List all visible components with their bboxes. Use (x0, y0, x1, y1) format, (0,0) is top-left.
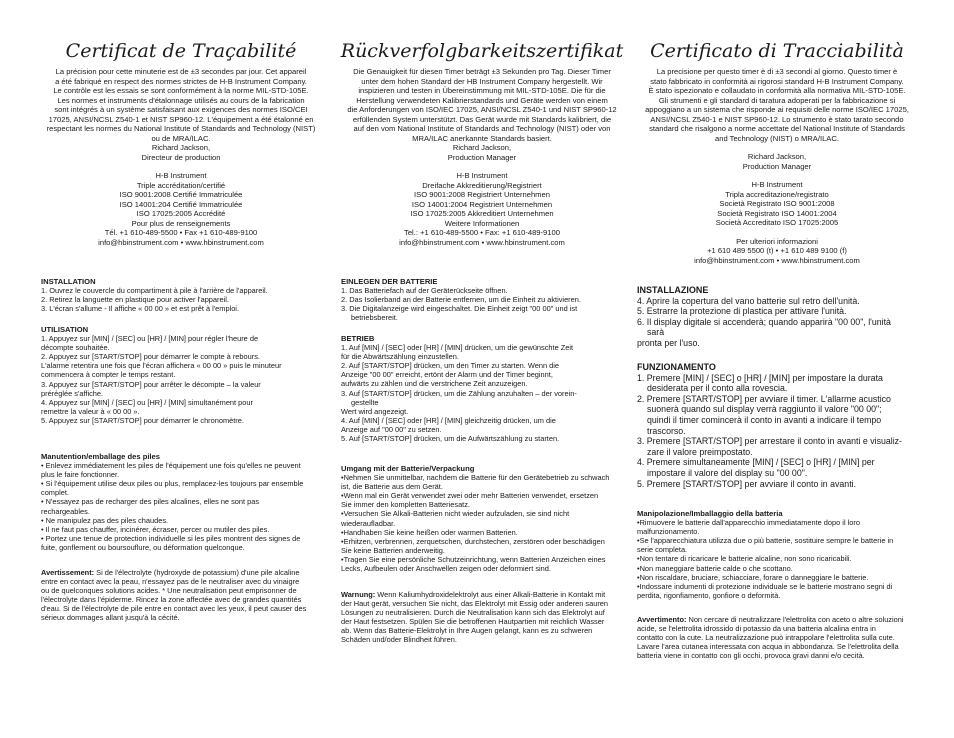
bullet: • Portez une tenue de protection individuelle si les piles montrent des signes de (41, 533, 301, 543)
company-line: ISO 14001:204 Certifié Immatriculée (119, 199, 243, 209)
signer-role: Production Manager (447, 152, 517, 162)
step: 3. Auf [START/STOP] drücken, um die Zählung anzuhalten – der vorein- (341, 388, 577, 398)
cert-line: erfüllenden System unterstützt. Das Gerät wurde mit Standards kalibriert, die (352, 114, 612, 124)
bullet: Sie keine Batterien anderweitig. (341, 545, 445, 555)
warning-text: acide, se l'elettrolita idrossido di potassio da una batteria alcalina entra in (637, 624, 876, 634)
warning-text: d'eau. Si de l'électrolyte de pile entre en contact avec les yeux, il peut causer des (41, 604, 307, 614)
step: 1. Premere [MIN] / [SEC] o [HR] / [MIN] per impostare la durata (637, 372, 883, 383)
company-line: ISO 9001:2008 Certifié Immatriculée (119, 190, 243, 199)
cert-line: La précision pour cette minuterie est de ±3 secondes par jour. Cet appareil (55, 67, 307, 76)
step: 5. Estrarre la protezione di plastica per attivare l'unità. (637, 306, 847, 317)
step: aufwärts zu zählen und die verstrichene Zeit anzuzeigen. (341, 379, 528, 389)
step: 1. Ouvrez le couvercle du compartiment à pile à l'arrière de l'appareil. (41, 286, 268, 296)
cert-line: ANSI/NCSL Z540-1 e NIST SP960-12. Lo strumento è stato tarato secondo (650, 114, 904, 124)
french-battery-handling (41, 452, 326, 552)
warning-label: Warnung: (341, 590, 376, 599)
step: betriebsbereit. (351, 313, 398, 323)
company-line: H-B Instrument (155, 171, 207, 180)
step: zare il valore preimpostato. (647, 446, 753, 457)
step: 3. Premere [START/STOP] per arrestare il conto in avanti e visualiz- (637, 436, 902, 447)
bullet: fuite, gonflement ou boursouflure, ou déformation quelconque. (41, 542, 245, 552)
signer-role: Production Manager (742, 161, 812, 171)
german-installation (341, 277, 628, 322)
warning-label: Avertissement: (41, 568, 95, 577)
company-line: ISO 14001:2004 Registriert Unternehmen (411, 199, 553, 209)
step: 4. Aprire la copertura del vano batterie sul retro dell'unità. (637, 295, 860, 306)
italian-certificate-text (632, 67, 922, 265)
french-utilisation (41, 325, 326, 425)
bullet: serie completa. (637, 545, 688, 555)
section-heading: UTILISATION (41, 325, 89, 334)
bullet: •Indossare indumenti di protezione individuale se le batterie mostrano segni di (637, 581, 893, 591)
bullet: • Si l'équipement utilise deux piles ou plus, remplacez-les toujours par ensemble (41, 479, 304, 489)
step: décompte souhaitée. (41, 343, 110, 353)
contact-web: info@hbinstrument.com • www.hbinstrument.com (399, 237, 565, 247)
cert-line: ou de MRA/ILAC. (151, 133, 211, 143)
italian-title: Certificato di Tracciabilità (650, 40, 904, 62)
cert-line: Gli strumenti e gli standard di taratura adoperati per la fabbricazione si (658, 95, 896, 105)
step: 6. Il display digitale si accenderà; quando apparirà "00 00", l'unità (637, 316, 891, 327)
warning-label: Avvertimento: (637, 615, 687, 624)
bullet: •Handhaben Sie keine heißen oder warmen Batterien. (341, 527, 518, 537)
contact-phone: +1 610 489 5500 (t) • +1 610 489 9100 (f) (707, 246, 847, 255)
contact-phone: Tél. +1 610-489-5500 • Fax +1 610-489-9100 (104, 228, 258, 237)
bullet: complet. (41, 488, 69, 498)
bullet: •Se l'apparecchiatura utilizza due o più batterie, sostituire sempre le batterie in (637, 536, 894, 546)
cert-line: È stato ispezionato e collaudato in conformità alla normativa MIL-STD-105E. (648, 86, 906, 95)
german-betrieb (341, 334, 628, 443)
signer-name: Richard Jackson, (747, 152, 807, 161)
section-heading: BETRIEB (341, 334, 375, 343)
step: für die Abwärtszählung einzustellen. (341, 352, 459, 362)
step: remettre la valeur à « 00 00 ». (41, 406, 140, 416)
company-line: ISO 9001:2008 Registriert Unternehmen (414, 190, 550, 199)
contact-web: info@hbinstrument.com • www.hbinstrument.com (98, 237, 264, 247)
company-line: Tripla accreditazione/registrato (725, 189, 829, 199)
cert-line: MRA/ILAC anerkannte Standards basiert. (412, 133, 552, 143)
warning-text: Schäden und/oder Blindheit führen. (341, 635, 457, 645)
cert-line: Les normes et instruments d'étalonnage utilisés au cours de la fabrication (57, 95, 305, 105)
italian-battery-handling (637, 509, 922, 600)
step: 1. Auf [MIN] / [SEC] oder [HR] / [MIN] drücken, um die gewünschte Zeit (341, 343, 574, 353)
bullet: •Non maneggiare batterie calde o che scottano. (637, 563, 793, 573)
cert-line: inspizieren und testen in Übereinstimmung mit MIL-STD-105E. Die für die (358, 86, 606, 95)
warning-text: contatto con la cute. La neutralizzazione può intrappolare l'elettrolita sulla cute. (637, 633, 895, 643)
warning-text: Lavare l'area cutanea interessata con acqua in abbondanza. Se l'elettrolita della (637, 642, 899, 652)
bullet: • Il ne faut pas chauffer, incinérer, écraser, percer ou mutiler des piles. (41, 524, 270, 534)
warning-text: l'électrolyte dans l'épiderme. Rincez la zone affectée avec de grandes quantités (41, 595, 302, 605)
company-line: Triple accréditation/certifié (136, 180, 226, 190)
bullet: •Tragen Sie eine persönliche Schutzeinrichtung, wenn Batterien Anzeichen eines (341, 554, 606, 564)
cert-line: 17025, ANSI/NCSL Z540-1 et NIST SP960-12. L'équipement a été étalonné en (48, 114, 314, 124)
step: L'alarme retentira une fois que l'écran affichera « 00 00 » puis le minuteur (41, 361, 282, 371)
signer-role: Directeur de production (141, 152, 221, 162)
cert-line: Die Genauigkeit für diesen Timer beträgt ±3 Sekunden pro Tag. Dieser Timer (353, 67, 611, 76)
step: 2. Appuyez sur [START/STOP] pour démarrer le compte à rebours. (41, 352, 260, 362)
section-heading: INSTALLATION (41, 277, 96, 286)
french-installation (41, 277, 326, 313)
company-line: Weitere Informationen (444, 218, 520, 228)
step: suonerà quando sul display verrà raggiunto il valore "00 00"; (647, 404, 882, 415)
step: 4. Premere simultaneamente [MIN] / [SEC] o [HR] / [MIN] per (637, 457, 875, 468)
cert-line: unter dem hohen Standard der HB Instrument Company hergestellt. Wir (361, 76, 603, 86)
bullet: •Non riscaldare, bruciare, schiacciare, forare o danneggiare le batterie. (637, 572, 869, 582)
step: 1. Das Batteriefach auf der Geräterückseite öffnen. (341, 286, 508, 296)
section-heading: EINLEGEN DER BATTERIE (341, 277, 438, 286)
bullet: wiederaufladbar. (341, 518, 396, 528)
bullet: • Ne manipulez pas des piles chaudes. (41, 515, 169, 525)
signer-name: Richard Jackson, (452, 143, 512, 152)
step: 5. Premere [START/STOP] per avviare il conto in avanti. (637, 478, 857, 489)
signer-name: Richard Jackson, (151, 143, 211, 152)
french-warning (41, 568, 326, 623)
step: 2. Retirez la languette en plastique pour activer l'appareil. (41, 295, 229, 305)
step: desiderata per il conto alla rovescia. (647, 383, 788, 394)
step: commencera à compter le temps restant. (41, 370, 176, 380)
bullet: •Rimuovere le batterie dall'apparecchio immediatamente dopo il loro (637, 518, 860, 528)
section-heading: Manutention/emballage des piles (41, 452, 160, 461)
cert-line: La precisione per questo timer è di ±3 secondi al giorno. Questo timer è (656, 67, 898, 76)
step: 3. Appuyez sur [START/STOP] pour arrêter le décompte – la valeur (41, 379, 261, 389)
company-line: Società Registrato ISO 9001:2008 (719, 199, 835, 208)
cert-line: stato fabbricato in conformità ai rigorosi standard H-B Instrument Company. (650, 76, 904, 86)
warning-text: Wenn Kaliumhydroxidelektrolyt aus einer Alkali-Batterie in Kontakt mit (375, 590, 606, 599)
step: Anzeige "00 00" erreicht, ertönt der Alarm und der Timer beginnt, (341, 370, 553, 380)
step: préréglée s'affiche. (41, 388, 104, 398)
step: 5. Auf [START/STOP] drücken, um die Aufwärtszählung zu starten. (341, 434, 560, 444)
warning-text: Non cercare di neutralizzare l'elettrolita con aceto o altre soluzioni (686, 615, 904, 624)
cert-line: die Anforderungen von ISO/IEC 17025, ANSI/NCSL Z540-1 und NIST SP960-12 (347, 105, 617, 114)
section-heading: Umgang mit der Batterie/Verpackung (341, 464, 475, 473)
step: gestellte (351, 397, 379, 407)
italian-installazione (637, 285, 922, 349)
warning-text: Si de l'électrolyte (hydroxyde de potassium) d'une pile alcaline (94, 568, 300, 577)
cert-line: respectant les normes du National Institute of Standards and Technology (NIST) (46, 124, 316, 133)
bullet: • N'essayez pas de recharger des piles alcalines, elles ne sont pas (41, 497, 260, 507)
warning-text: ou de quelconques solutions acides. * Une neutralisation peut emprisonner de (41, 586, 297, 596)
contact-phone: Tel.: +1 610-489-5500 • Fax: +1 610-489-9100 (404, 228, 560, 237)
bullet: •Versuchen Sie Alkali-Batterien nicht wieder aufzuladen, sie sind nicht (341, 509, 570, 519)
cert-line: a été fabriqué en respect des normes strictes de H-B Instrument Company. (55, 76, 307, 86)
section-heading: FUNZIONAMENTO (637, 362, 716, 372)
step: 1. Appuyez sur [MIN] / [SEC] ou [HR] / [MIN] pour régler l'heure de (41, 334, 259, 344)
step: 2. Das Isolierband an der Batterie entfernen, um die Einheit zu aktivieren. (341, 295, 581, 305)
company-line: H-B Instrument (456, 171, 508, 180)
warning-text: der Haut festsetzen. Spülen Sie die betroffenen Hautpartien mit reichlich Wasser (341, 617, 605, 627)
warning-text: Lösungen zu neutralisieren. Durch die Neutralisation kann sich das Elektrolyt auf (341, 608, 605, 618)
bullet: malfunzionamento. (637, 527, 700, 537)
step: quindi il timer comincerà il conto in avanti a indicare il tempo (647, 414, 882, 425)
warning-text: batteria viene in contatto con gli occhi, provoca gravi danni e/o cecità. (637, 651, 865, 661)
french-certificate-text (36, 67, 326, 247)
step: Wert wird angezeigt. (341, 406, 409, 416)
cert-line: appoggiano a un sistema che risponde ai requisiti delle norme ISO/IEC 17025, (645, 105, 909, 114)
step: 5. Appuyez sur [START/STOP] pour démarrer le chronomètre. (41, 415, 244, 425)
contact-line: Per ulteriori informazioni (736, 236, 818, 246)
german-warning (341, 590, 628, 645)
step: 3. Die Digitalanzeige wird eingeschaltet. Die Einheit zeigt "00 00" und ist (341, 304, 578, 314)
step: trascorso. (647, 425, 686, 436)
company-line: Società Accreditato ISO 17025:2005 (715, 218, 839, 227)
section-heading: INSTALLAZIONE (637, 285, 709, 295)
bullet: Lecks, Aufbeulen oder Anschwellen zeigen oder deformiert sind. (341, 564, 551, 574)
bullet: •Nehmen Sie unmittelbar, nachdem die Batterie für den Gerätebetrieb zu schwach (341, 473, 610, 483)
italian-warning (637, 615, 922, 660)
step: 4. Auf [MIN] / [SEC] oder [HR] / [MIN] gleichzeitig drücken, um die (341, 415, 556, 425)
german-title: Rückverfolgbarkeitszertifikat (340, 40, 624, 62)
cert-line: and Technology (NIST) o MRA/ILAC. (715, 133, 839, 143)
bullet: plus le faire fonctionner. (41, 470, 120, 480)
bullet: •Erhitzen, verbrennen, zerquetschen, durchstechen, zerstören oder beschädigen (341, 536, 605, 546)
cert-line: Le contrôle est les essais se sont conformément à la norme MIL-STD-105E. (53, 86, 309, 95)
company-line: ISO 17025:2005 Accrédité (136, 209, 226, 218)
cert-line: Herstellung verwendeten Kalibrierstandards und Geräte werden von einem (356, 95, 608, 105)
bullet: •Non tentare di ricaricare le batterie alcaline, non sono ricaricabili. (637, 554, 852, 564)
german-battery-handling (341, 464, 628, 573)
bullet: • Enlevez immédiatement les piles de l'équipement une fois qu'elles ne peuvent (41, 461, 301, 471)
cert-line: auf den vom National Institute of Standards and Technology (NIST) oder von (353, 124, 611, 133)
warning-text: ab. Wenn das Batterie-Elektrolyt in Ihre Augen gelangt, kann es zu schweren (341, 626, 593, 636)
cert-line: standard che risalgono a norme accettate del National Institute of Standards (649, 124, 905, 133)
warning-text: entre en contact avec la peau, n'essayez pas de le neutraliser avec du vinaigre (41, 577, 300, 587)
step: 2. Auf [START/STOP] drücken, um den Timer zu starten. Wenn die (341, 361, 559, 371)
company-line: H-B Instrument (751, 180, 803, 189)
step: impostare il valore del display su "00 00". (647, 467, 808, 478)
contact-web: info@hbinstrument.com • www.hbinstrument.com (694, 255, 860, 265)
bullet: rechargeables. (41, 506, 90, 516)
bullet: perdita, rigonfiamento, gonfiore o deformità. (637, 590, 781, 600)
company-line: Pour plus de renseignements (131, 218, 231, 228)
bullet: ist, die Batterie aus dem Gerät. (341, 482, 443, 492)
italian-funzionamento (637, 362, 922, 489)
step: 3. L'écran s'allume - Il affiche « 00 00 » et est prêt à l'emploi. (41, 304, 240, 314)
cert-line: sont intégrés à un système satisfaisant aux exigences des normes ISO/CEI (54, 105, 308, 114)
step: Anzeige auf "00 00" zu setzen. (341, 424, 442, 434)
german-certificate-text (336, 67, 628, 247)
company-line: ISO 17025:2005 Akkreditiert Unternehmen (410, 209, 554, 218)
french-title: Certificat de Traçabilité (65, 40, 297, 62)
warning-text: der Haut gerät, versuchen Sie nicht, das Elektrolyt mit Essig oder anderen sauren (341, 599, 609, 609)
company-line: Società Registrato ISO 14001:2004 (717, 208, 837, 218)
step: 4. Appuyez sur [MIN] / [SEC] ou [HR] / [MIN] simultanément pour (41, 397, 253, 407)
bullet: •Wenn mal ein Gerät verwendet zwei oder mehr Batterien verwendet, ersetzen (341, 491, 599, 501)
step: sarà (647, 327, 665, 338)
step: 2. Premere [START/STOP] per avviare il timer. L'allarme acustico (637, 393, 891, 404)
bullet: Sie immer den kompletten Batteriesatz. (341, 500, 470, 510)
company-line: Dreifache Akkreditierung/Registriert (422, 180, 542, 190)
step: pronta per l'uso. (637, 337, 700, 348)
warning-text: sérieux dommages allant jusqu'à la cécité. (41, 613, 180, 623)
section-heading: Manipolazione/Imballaggio della batteria (637, 509, 783, 518)
